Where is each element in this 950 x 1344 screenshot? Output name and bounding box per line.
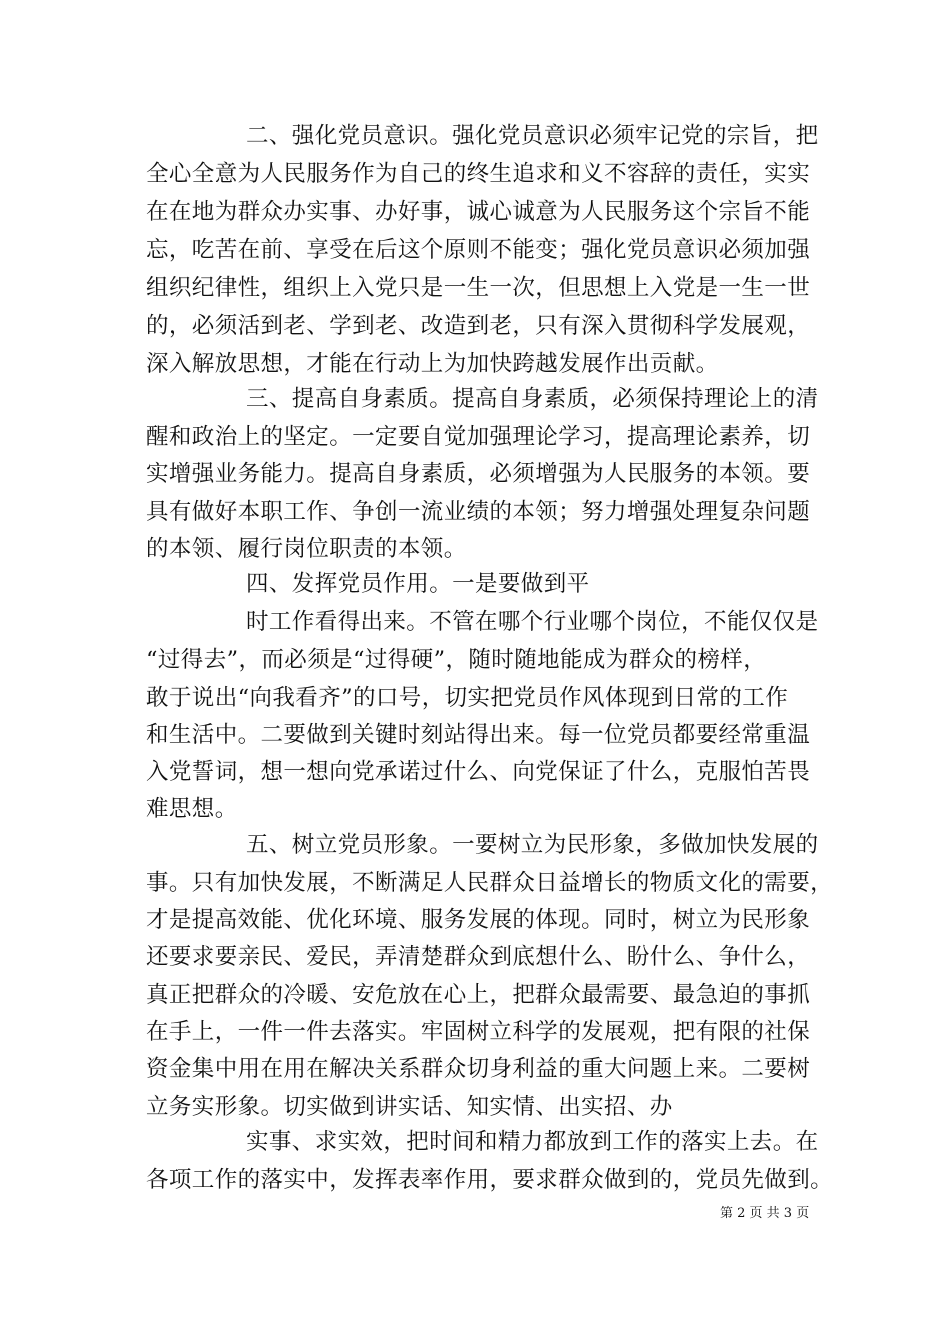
text-line: 难思想。	[146, 796, 238, 822]
text-line: 敢于说出“向我看齐”的口号，切实把党员作风体现到日常的工作	[146, 685, 789, 711]
text-line: 事。只有加快发展，不断满足人民群众日益增长的物质文化的需要，	[146, 870, 834, 896]
text-line: 资金集中用在用在解决关系群众切身利益的重大问题上来。二要树	[146, 1056, 811, 1082]
text-line: 五、树立党员形象。一要树立为民形象，多做加快发展的	[246, 832, 819, 858]
text-line: 还要求要亲民、爱民，弄清楚群众到底想什么、盼什么、争什么，	[146, 944, 811, 970]
text-line: 的，必须活到老、学到老、改造到老，只有深入贯彻科学发展观，	[146, 313, 811, 339]
text-line: 才是提高效能、优化环境、服务发展的体现。同时，树立为民形象	[146, 907, 811, 933]
text-line: 真正把群众的冷暖、安危放在心上，把群众最需要、最急迫的事抓	[146, 982, 811, 1008]
page-number: 第 2 页 共 3 页	[720, 1206, 810, 1221]
text-line: 入党誓词，想一想向党承诺过什么、向党保证了什么，克服怕苦畏	[146, 759, 811, 785]
text-line: “过得去”，而必须是“过得硬”，随时随地能成为群众的榜样，	[146, 647, 767, 673]
text-line: 各项工作的落实中，发挥表率作用，要求群众做到的，党员先做到。	[146, 1167, 834, 1193]
text-line: 在手上，一件一件去落实。牢固树立科学的发展观，把有限的社保	[146, 1019, 811, 1045]
text-line: 在在地为群众办实事、办好事，诚心诚意为人民服务这个宗旨不能	[146, 199, 811, 225]
text-line: 实增强业务能力。提高自身素质，必须增强为人民服务的本领。要	[146, 461, 811, 487]
text-line: 具有做好本职工作、争创一流业绩的本领；努力增强处理复杂问题	[146, 499, 811, 525]
text-line: 三、提高自身素质。提高自身素质，必须保持理论上的清	[246, 386, 819, 412]
text-line: 四、发挥党员作用。一是要做到平	[246, 571, 590, 597]
text-line: 时工作看得出来。不管在哪个行业哪个岗位，不能仅仅是	[246, 609, 819, 635]
text-line: 的本领、履行岗位职责的本领。	[146, 536, 467, 562]
text-line: 全心全意为人民服务作为自己的终生追求和义不容辞的责任，实实	[146, 161, 811, 187]
text-line: 实事、求实效，把时间和精力都放到工作的落实上去。在	[246, 1129, 819, 1155]
text-line: 和生活中。二要做到关键时刻站得出来。每一位党员都要经常重温	[146, 722, 811, 748]
text-line: 深入解放思想，才能在行动上为加快跨越发展作出贡献。	[146, 351, 719, 377]
text-line: 组织纪律性，组织上入党只是一生一次，但思想上入党是一生一世	[146, 275, 811, 301]
text-line: 二、强化党员意识。强化党员意识必须牢记党的宗旨，把	[246, 123, 819, 149]
text-line: 立务实形象。切实做到讲实话、知实情、出实招、办	[146, 1094, 673, 1120]
text-line: 忘，吃苦在前、享受在后这个原则不能变；强化党员意识必须加强	[146, 237, 811, 263]
text-line: 醒和政治上的坚定。一定要自觉加强理论学习，提高理论素养，切	[146, 424, 811, 450]
